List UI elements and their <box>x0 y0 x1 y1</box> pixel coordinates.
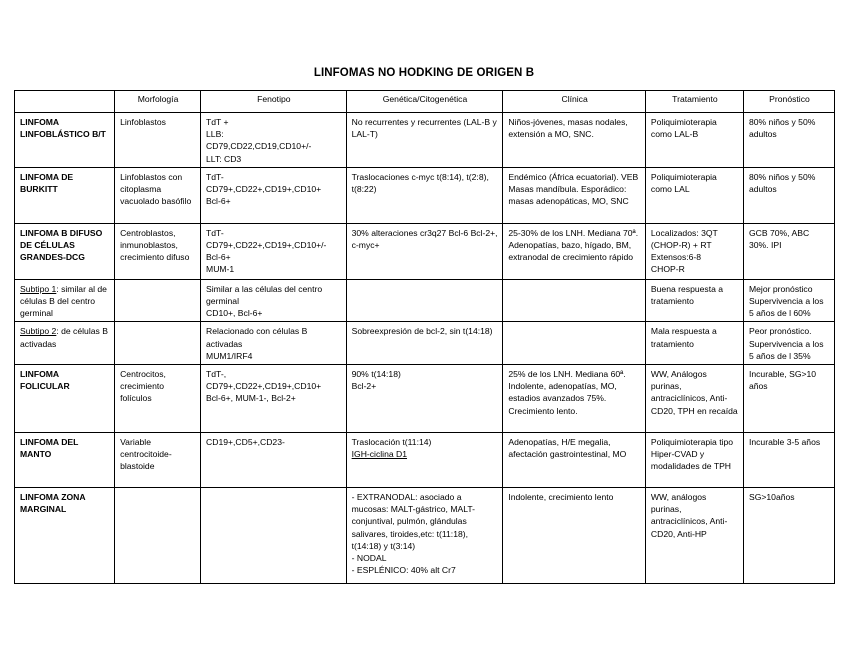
cell-morfologia: Centroblastos, inmunoblastos, crecimiento difuso <box>115 223 201 279</box>
cell-clinica: 25% de los LNH. Mediana 60ª. Indolente, adenopatías, MO, estadios avanzados 75%. Crecimiento lento. <box>503 365 646 433</box>
fenotipo-line: Relacionado con células B activadas <box>206 326 308 349</box>
cell-genetica: No recurrentes y recurrentes (LAL-B y LAL-T) <box>346 113 503 168</box>
cell-morfologia: Centrocitos, crecimiento folículos <box>115 365 201 433</box>
cell-pronostico: SG>10años <box>743 488 834 584</box>
cell-pronostico: 80% niños y 50% adultos <box>743 167 834 223</box>
cell-clinica <box>503 322 646 365</box>
header-morfologia: Morfología <box>115 91 201 113</box>
header-tratamiento: Tratamiento <box>645 91 743 113</box>
genetica-line: Bcl-2+ <box>351 381 377 392</box>
cell-pronostico: Mejor pronóstico Supervivencia a los 5 años de l 60% <box>743 279 834 322</box>
row-name: LINFOMA B DIFUSO DE CÉLULAS GRANDES-DCG <box>15 223 115 279</box>
header-pronostico: Pronóstico <box>743 91 834 113</box>
fenotipo-line: MUM1/IRF4 <box>206 350 253 361</box>
genetica-line-underlined: IGH-ciclina D1 <box>351 449 408 460</box>
header-genetica: Genética/Citogenética <box>346 91 503 113</box>
fenotipo-line: TdT- <box>206 171 224 182</box>
header-fenotipo: Fenotipo <box>201 91 347 113</box>
fenotipo-line: TdT-, <box>206 369 227 380</box>
row-name: LINFOMA DE BURKITT <box>15 167 115 223</box>
cell-tratamiento: Poliquimioterapia tipo Hiper-CVAD y modalidades de TPH <box>645 433 743 488</box>
cell-fenotipo <box>201 279 347 322</box>
fenotipo-line: TdT- <box>206 227 224 238</box>
table-row <box>15 365 835 433</box>
header-row <box>15 91 835 113</box>
cell-tratamiento: WW, análogos purinas, antraciclínicos, Anti-CD20, Anti-HP <box>645 488 743 584</box>
cell-morfologia: Linfoblastos <box>115 113 201 168</box>
cell-fenotipo <box>201 167 347 223</box>
cell-fenotipo <box>201 322 347 365</box>
fenotipo-line: CD79+,CD22+,CD19+,CD10+/- <box>206 240 327 251</box>
cell-pronostico: Incurable, SG>10 años <box>743 365 834 433</box>
cell-clinica: Adenopatías, H/E megalia, afectación gastrointestinal, MO <box>503 433 646 488</box>
cell-genetica: Traslocaciones c-myc t(8:14), t(2:8), t(8:22) <box>346 167 503 223</box>
fenotipo-line: CD10+, Bcl-6+ <box>206 308 263 319</box>
genetica-line: - EXTRANODAL: asociado a mucosas: MALT-gástrico, MALT-conjuntival, pulmón, glándulas salivares, tiroides,etc: t(11:18), t(14:18) y t(3:14) <box>351 492 475 551</box>
table-row <box>15 279 835 322</box>
table-row <box>15 113 835 168</box>
cell-pronostico: 80% niños y 50% adultos <box>743 113 834 168</box>
fenotipo-line: MUM-1 <box>206 264 235 275</box>
cell-morfologia: Variable centrocitoide-blastoide <box>115 433 201 488</box>
cell-clinica: 25-30% de los LNH. Mediana 70ª. Adenopatías, bazo, hígado, BM, extranodal de crecimiento rápido <box>503 223 646 279</box>
cell-tratamiento: Buena respuesta a tratamiento <box>645 279 743 322</box>
cell-pronostico: Incurable 3-5 años <box>743 433 834 488</box>
fenotipo-line: TdT + <box>206 117 229 127</box>
cell-morfologia <box>115 322 201 365</box>
fenotipo-line: Bcl-6+, MUM-1-, Bcl-2+ <box>206 393 296 404</box>
genetica-line: Traslocación t(11:14) <box>351 437 432 448</box>
cell-tratamiento <box>645 223 743 279</box>
subtype-label: Subtipo 2 <box>20 326 57 337</box>
cell-fenotipo <box>201 113 347 168</box>
cell-genetica: Sobreexpresión de bcl-2, sin t(14:18) <box>346 322 503 365</box>
cell-fenotipo <box>201 433 347 488</box>
genetica-line: 90% t(14:18) <box>351 369 401 380</box>
cell-tratamiento: Mala respuesta a tratamiento <box>645 322 743 365</box>
fenotipo-line: CD79,CD22,CD19,CD10+/- <box>206 141 312 152</box>
genetica-line: - NODAL <box>351 553 387 564</box>
row-name: LINFOMA ZONA MARGINAL <box>15 488 115 584</box>
cell-tratamiento: Poliquimioterapia como LAL-B <box>645 113 743 168</box>
subtype-description: : similar al de células B del centro germinal <box>20 283 107 319</box>
cell-morfologia <box>115 279 201 322</box>
subtype-description: : de células B activadas <box>20 326 108 349</box>
cell-fenotipo <box>201 223 347 279</box>
table-row <box>15 167 835 223</box>
cell-tratamiento: Poliquimioterapia como LAL <box>645 167 743 223</box>
fenotipo-line: LLB: <box>206 129 224 140</box>
cell-tratamiento: WW, Análogos purinas, antraciclínicos, Anti-CD20, TPH en recaída <box>645 365 743 433</box>
header-empty <box>15 91 115 113</box>
cell-genetica: 30% alteraciones cr3q27 Bcl-6 Bcl-2+, c-myc+ <box>346 223 503 279</box>
row-subtype <box>15 322 115 365</box>
cell-genetica <box>346 488 503 584</box>
cell-clinica <box>503 279 646 322</box>
cell-genetica <box>346 279 503 322</box>
fenotipo-line: CD79+,CD22+,CD19+,CD10+ <box>206 381 322 392</box>
cell-pronostico: Peor pronóstico. Supervivencia a los 5 años de l 35% <box>743 322 834 365</box>
fenotipo-line: CD79+,CD22+,CD19+,CD10+ <box>206 184 322 195</box>
row-subtype <box>15 279 115 322</box>
tratamiento-line: Extensos:6-8 <box>650 252 702 263</box>
cell-clinica: Indolente, crecimiento lento <box>503 488 646 584</box>
cell-pronostico: GCB 70%, ABC 30%. IPI <box>743 223 834 279</box>
subtype-label: Subtipo 1 <box>20 283 57 294</box>
document-title: LINFOMAS NO HODKING DE ORIGEN B <box>313 67 535 79</box>
tratamiento-line: Localizados: 3QT (CHOP-R) + RT <box>650 227 718 251</box>
cell-clinica: Endémico (África ecuatorial). VEB Masas mandíbula. Esporádico: masas adenopáticas, MO, SNC <box>503 167 646 223</box>
row-name: LINFOMA LINFOBLÁSTICO B/T <box>15 113 115 168</box>
cell-fenotipo <box>201 365 347 433</box>
header-clinica: Clínica <box>503 91 646 113</box>
genetica-line: - ESPLÉNICO: 40% alt Cr7 <box>351 565 456 576</box>
table-row <box>15 433 835 488</box>
cell-morfologia: Linfoblastos con citoplasma vacuolado basófilo <box>115 167 201 223</box>
table-row <box>15 223 835 279</box>
lymphoma-table <box>14 90 835 584</box>
table-row <box>15 322 835 365</box>
fenotipo-line: CD19+,CD5+,CD23- <box>206 437 285 448</box>
cell-clinica: Niños-jóvenes, masas nodales, extensión a MO, SNC. <box>503 113 646 168</box>
row-name: LINFOMA FOLICULAR <box>15 365 115 433</box>
cell-morfologia <box>115 488 201 584</box>
tratamiento-line: CHOP-R <box>650 264 685 275</box>
table-row <box>15 488 835 584</box>
fenotipo-line: Bcl-6+ <box>206 252 231 263</box>
cell-genetica <box>346 365 503 433</box>
fenotipo-line: Bcl-6+ <box>206 196 231 207</box>
cell-genetica <box>346 433 503 488</box>
fenotipo-line: LLT: CD3 <box>206 153 242 164</box>
row-name: LINFOMA DEL MANTO <box>15 433 115 488</box>
fenotipo-line: Similar a las células del centro germinal <box>206 283 323 307</box>
cell-fenotipo <box>201 488 347 584</box>
